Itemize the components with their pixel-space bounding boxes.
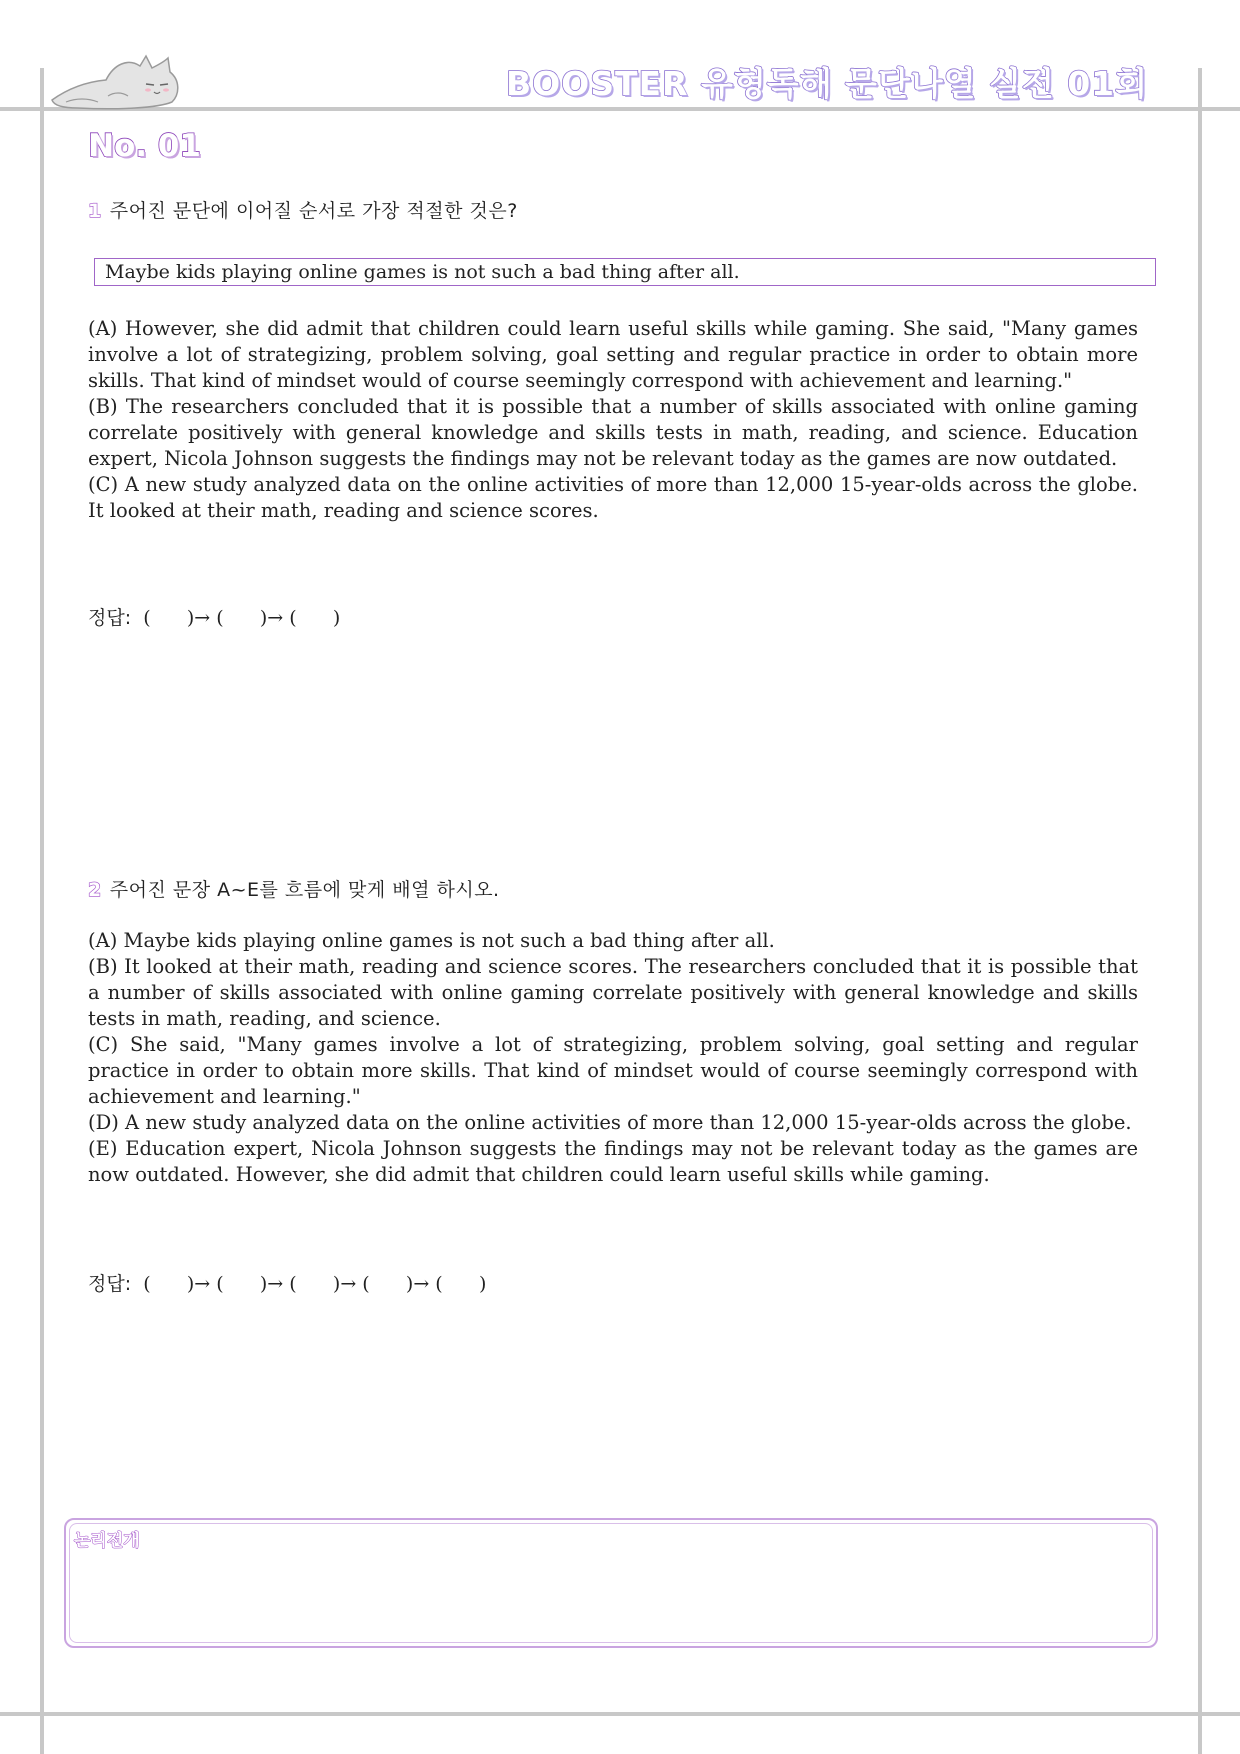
question-1-passage: [88, 316, 1138, 524]
document-title: BOOSTER 유형독해 문단나열 실전 01회: [505, 64, 1148, 103]
question-1-prompt: [88, 196, 518, 223]
question-2-text: 주어진 문장 A~E를 흐름에 맞게 배열 하시오.: [109, 879, 500, 901]
given-paragraph-box: Maybe kids playing online games is not such a bad thing after all.: [94, 258, 1156, 286]
question-1-answer: [88, 603, 340, 630]
question-2-answer: [88, 1269, 486, 1296]
paragraph-c: (C) A new study analyzed data on the online activities of more than 12,000 15-year-olds across the globe. It looked at their math, reading and science scores.: [88, 473, 1138, 522]
logic-notes-box[interactable]: [64, 1518, 1158, 1648]
sentence-d: (D) A new study analyzed data on the online activities of more than 12,000 15-year-olds across the globe.: [88, 1111, 1132, 1134]
left-margin-rule: [40, 68, 44, 1754]
sentence-e: (E) Education expert, Nicola Johnson suggests the findings may not be relevant today as the games are now outdated. However, she did admit that children could learn useful skills while gaming.: [88, 1137, 1138, 1186]
paragraph-b: (B) The researchers concluded that it is possible that a number of skills associated with online gaming correlate positively with general knowledge and skills tests in math, reading, and science. Education expert, Nicola Johnson suggests the findings may not be relevant today as the games are now outdated.: [88, 395, 1138, 470]
question-2-prompt: [88, 875, 500, 902]
section-number: No. 01: [88, 128, 201, 164]
right-margin-rule: [1198, 68, 1202, 1754]
footer-rule: [0, 1712, 1240, 1716]
answer-label: 정답:: [88, 1273, 132, 1295]
answer-blanks: ( )→ ( )→ ( )→ ( )→ ( ): [143, 1273, 487, 1295]
sentence-b: (B) It looked at their math, reading and science scores. The researchers concluded that it is possible that a number of skills associated with online gaming correlate positively with general knowledge and skills tests in math, reading, and science.: [88, 955, 1138, 1030]
question-1-number: 1: [88, 200, 102, 222]
logic-notes-label: 논리전개: [74, 1531, 140, 1551]
header-rule: [0, 107, 1240, 111]
answer-label: 정답:: [88, 607, 132, 629]
question-2-number: 2: [88, 879, 102, 901]
answer-blanks: ( )→ ( )→ ( ): [143, 607, 341, 629]
sentence-c: (C) She said, "Many games involve a lot of strategizing, problem solving, goal setting and regular practice in order to obtain more skills. That kind of mindset would of course seemingly correspond with achievement and learning.": [88, 1033, 1138, 1108]
question-2-passage: [88, 928, 1138, 1188]
sentence-a: (A) Maybe kids playing online games is not such a bad thing after all.: [88, 929, 775, 952]
sleeping-cat-icon: [48, 52, 184, 110]
question-1-text: 주어진 문단에 이어질 순서로 가장 적절한 것은?: [109, 200, 518, 222]
paragraph-a: (A) However, she did admit that children could learn useful skills while gaming. She said, "Many games involve a lot of strategizing, problem solving, goal setting and regular practice in order to obtain more skills. That kind of mindset would of course seemingly correspond with achievement and learning.": [88, 317, 1138, 392]
